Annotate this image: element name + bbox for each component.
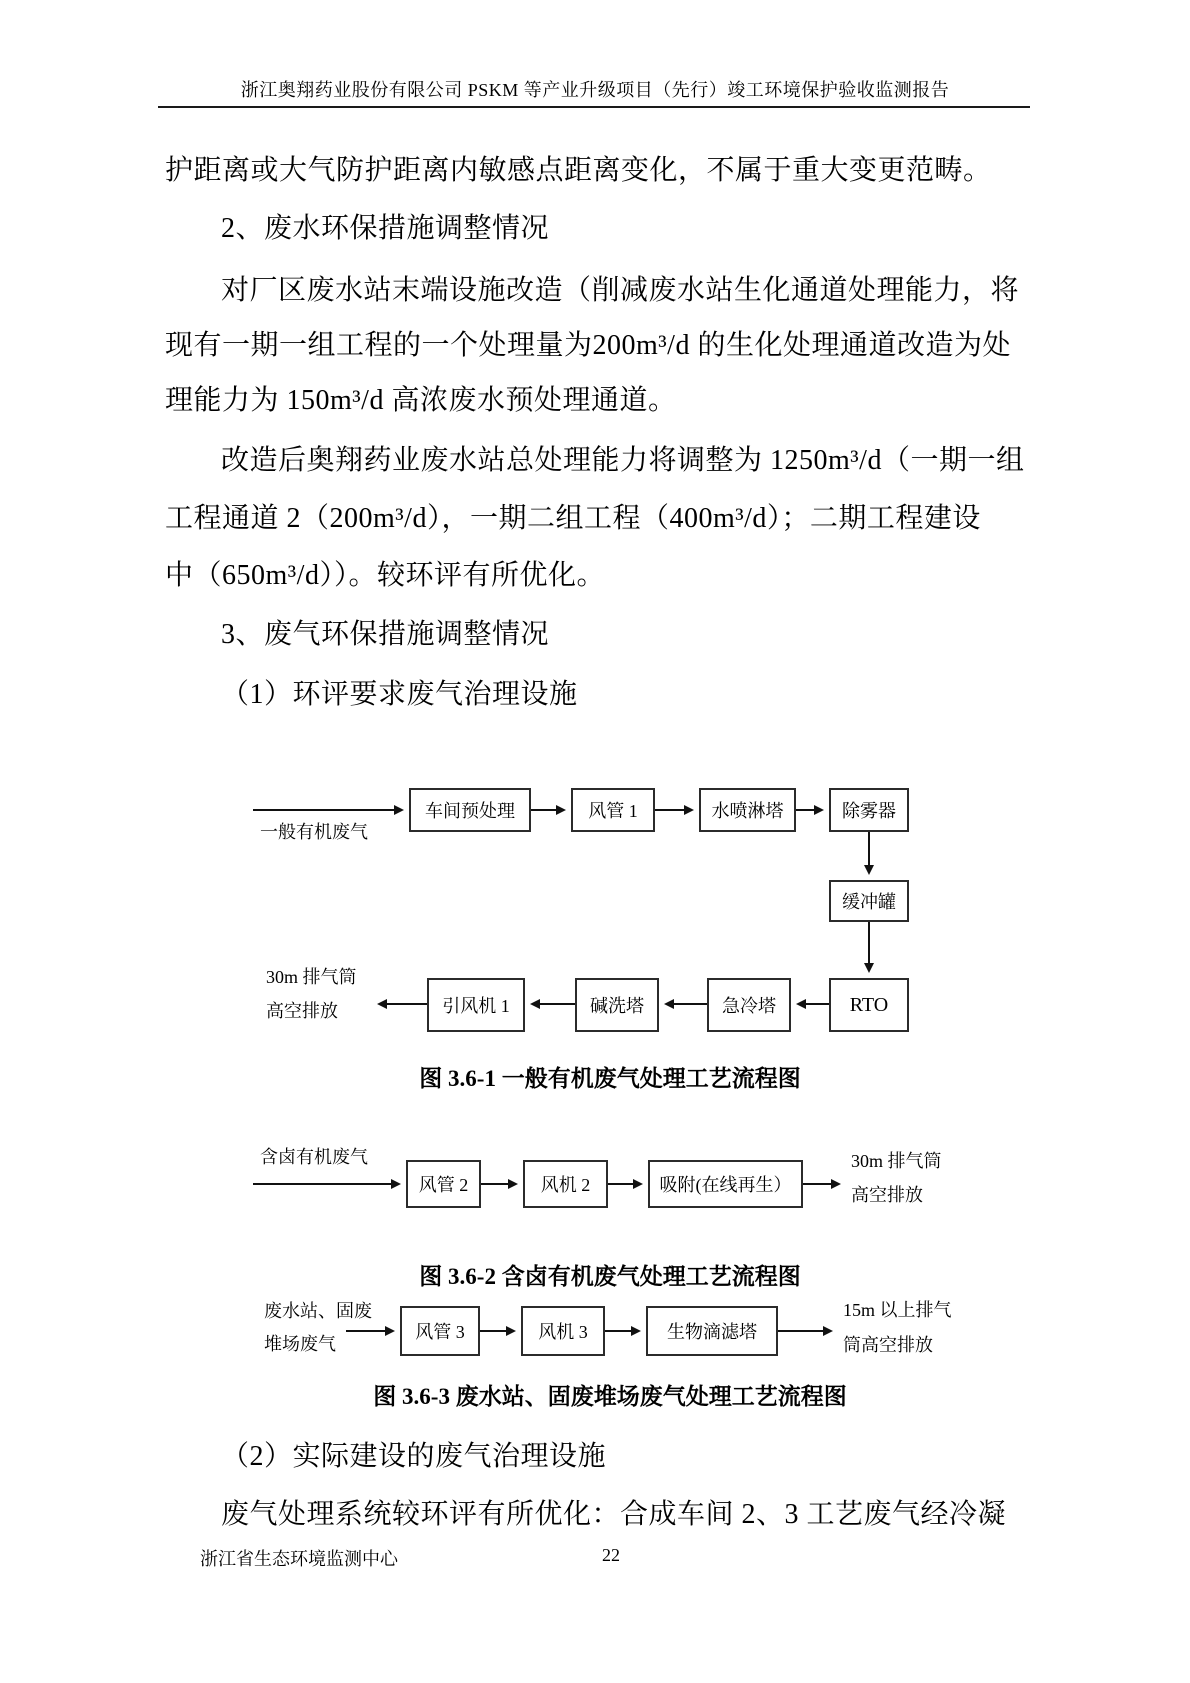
body-line: 改造后奥翔药业废水站总处理能力将调整为 1250m³/d（一期一组 [221, 445, 1025, 476]
body-line-subheading-2: （2）实际建设的废气治理设施 [221, 1441, 607, 1472]
flow-output-label-line2: 高空排放 [851, 1185, 923, 1205]
footer-page-number: 22 [602, 1545, 620, 1565]
arrow-right-icon [253, 809, 399, 811]
arrow-left-icon [382, 1003, 427, 1005]
arrow-right-icon [480, 1330, 511, 1332]
body-line: 中（650m³/d））。较环评有所优化。 [165, 560, 605, 591]
flow-box-workshop-pretreatment: 车间预处理 [409, 788, 531, 832]
flow-output-label-line1: 15m 以上排气 [843, 1300, 952, 1320]
body-line: 护距离或大气防护距离内敏感点距离变化，不属于重大变更范畴。 [165, 155, 992, 186]
flow-box-induced-draft-fan-1: 引风机 1 [427, 978, 525, 1032]
flow-output-label-line2: 高空排放 [266, 1001, 338, 1021]
arrow-right-icon [608, 1183, 638, 1185]
arrow-right-icon [803, 1183, 836, 1185]
flow-box-duct-2: 风管 2 [406, 1160, 481, 1208]
flow-box-water-spray-tower: 水喷淋塔 [699, 788, 796, 832]
flow-output-label-line1: 30m 排气筒 [851, 1151, 942, 1171]
flow-box-fan-2: 风机 2 [523, 1160, 608, 1208]
body-line-heading-3: 3、废气环保措施调整情况 [221, 619, 550, 650]
body-line: 理能力为 150m³/d 高浓废水预处理通道。 [165, 385, 677, 416]
arrow-down-icon [868, 832, 870, 870]
flow-output-label-line1: 30m 排气筒 [266, 967, 357, 987]
arrow-right-icon [531, 809, 561, 811]
flow-input-label-line1: 废水站、固废 [264, 1301, 372, 1321]
flow-box-demister: 除雾器 [829, 788, 909, 832]
arrow-left-icon [801, 1003, 829, 1005]
header-divider [158, 106, 1030, 108]
arrow-right-icon [778, 1330, 828, 1332]
figure-caption-3-6-1: 图 3.6-1 一般有机废气处理工艺流程图 [419, 1066, 801, 1091]
figure-caption-3-6-2: 图 3.6-2 含卤有机废气处理工艺流程图 [419, 1264, 801, 1289]
arrow-left-icon [669, 1003, 707, 1005]
document-header-title: 浙江奥翔药业股份有限公司 PSKM 等产业升级项目（先行）竣工环境保护验收监测报告 [240, 80, 950, 100]
figure-caption-3-6-3: 图 3.6-3 废水站、固废堆场废气处理工艺流程图 [373, 1384, 847, 1409]
arrow-right-icon [346, 1330, 390, 1332]
arrow-right-icon [481, 1183, 513, 1185]
arrow-left-icon [535, 1003, 575, 1005]
arrow-right-icon [253, 1183, 396, 1185]
flow-box-adsorption-online-regen: 吸附(在线再生） [648, 1160, 803, 1208]
arrow-right-icon [655, 809, 689, 811]
flow-box-alkali-wash-tower: 碱洗塔 [575, 978, 659, 1032]
flow-input-label: 一般有机废气 [260, 822, 368, 842]
flow-box-bio-trickling-filter: 生物滴滤塔 [646, 1306, 778, 1356]
footer-organization: 浙江省生态环境监测中心 [200, 1549, 398, 1569]
body-line: 废气处理系统较环评有所优化：合成车间 2、3 工艺废气经冷凝 [221, 1499, 1007, 1530]
flow-box-duct-3: 风管 3 [400, 1306, 480, 1356]
flow-box-buffer-tank: 缓冲罐 [829, 880, 909, 922]
body-line: 对厂区废水站末端设施改造（削减废水站生化通道处理能力，将 [221, 275, 1020, 306]
flow-output-label-line2: 筒高空排放 [843, 1335, 933, 1355]
arrow-right-icon [605, 1330, 636, 1332]
body-line-heading-2: 2、废水环保措施调整情况 [221, 213, 550, 244]
flow-box-duct-1: 风管 1 [571, 788, 655, 832]
flow-box-rto: RTO [829, 978, 909, 1032]
body-line: 工程通道 2（200m³/d），一期二组工程（400m³/d）；二期工程建设 [165, 503, 981, 534]
flow-box-quench-tower: 急冷塔 [707, 978, 791, 1032]
arrow-down-icon [868, 922, 870, 968]
flow-input-label: 含卤有机废气 [260, 1147, 368, 1167]
arrow-right-icon [796, 809, 819, 811]
flow-input-label-line2: 堆场废气 [264, 1334, 336, 1354]
flow-box-fan-3: 风机 3 [521, 1306, 605, 1356]
body-line-subheading-1: （1）环评要求废气治理设施 [221, 679, 578, 710]
body-line: 现有一期一组工程的一个处理量为200m³/d 的生化处理通道改造为处 [165, 330, 1011, 361]
